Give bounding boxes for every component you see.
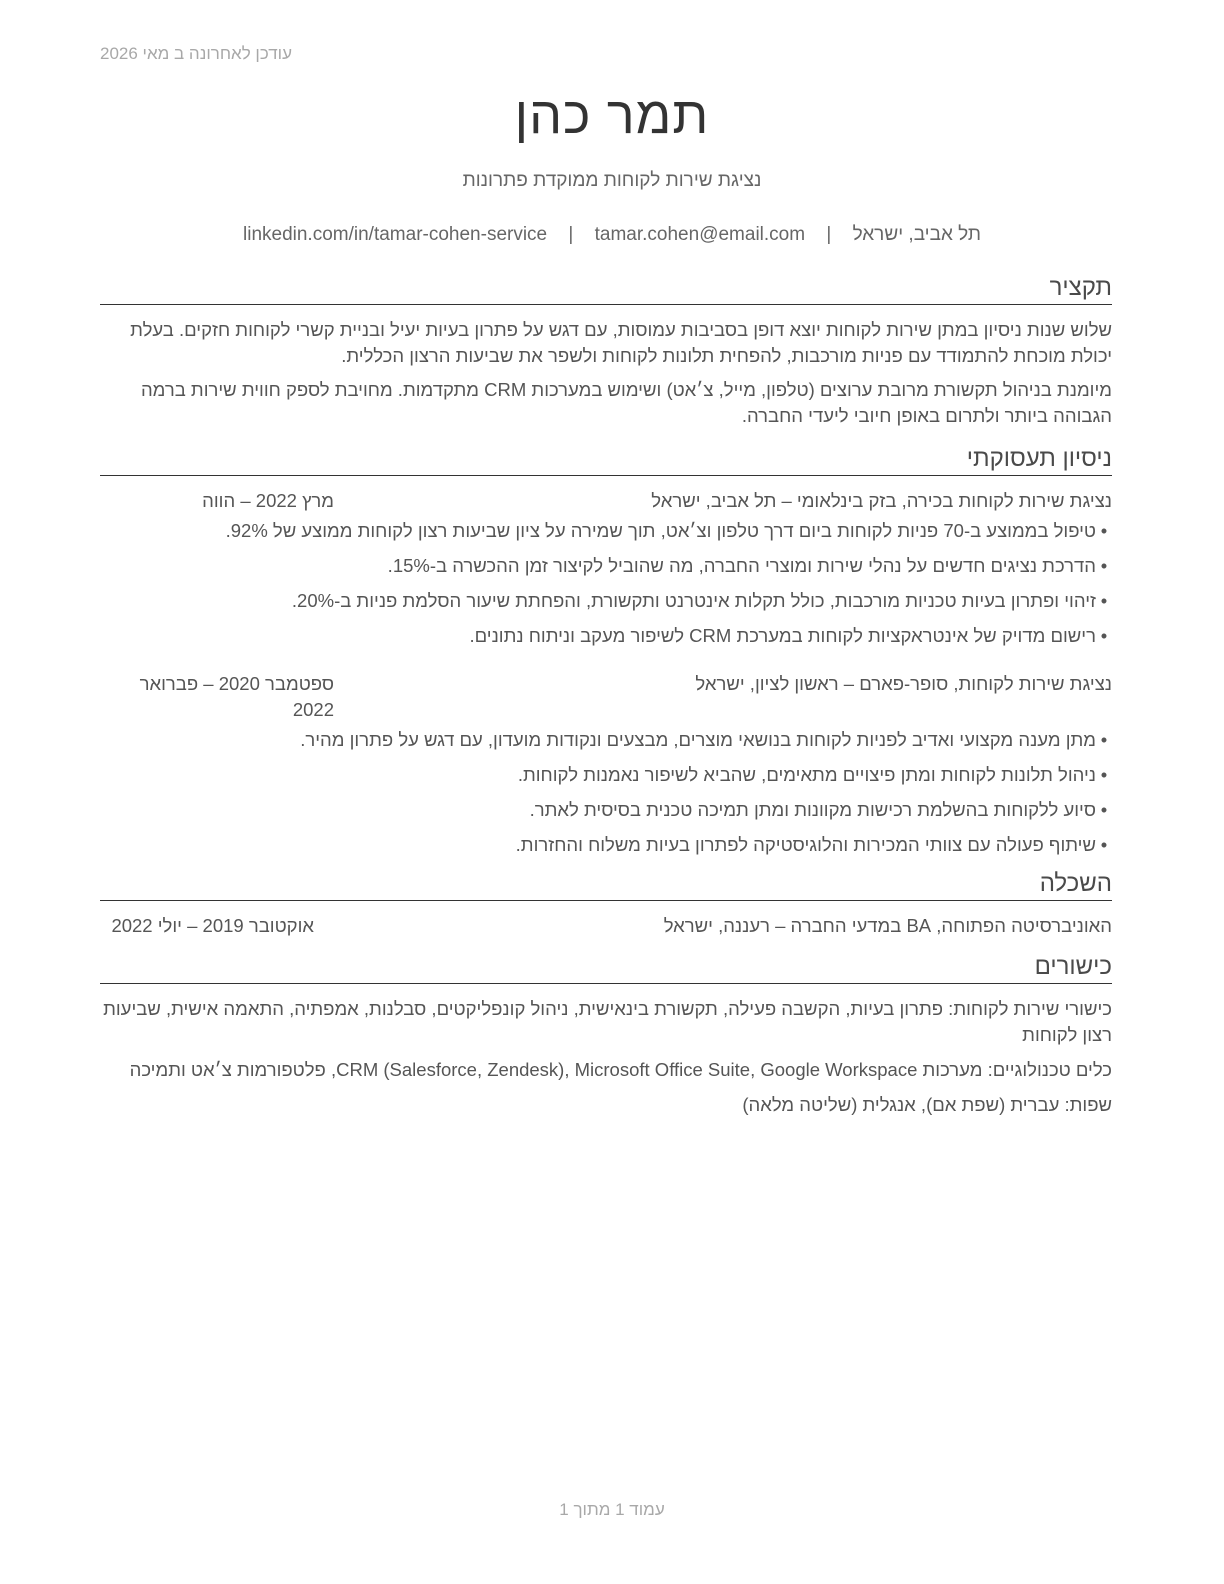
contact-email[interactable]: tamar.cohen@email.com <box>594 224 806 245</box>
bullet-text: זיהוי ופתרון בעיות טכניות מורכבות, כולל תקלות אינטרנט ותקשורת, והפחתת שיעור הסלמת פניות ב-20%. <box>291 590 1096 611</box>
bullet-text: רישום מדויק של אינטראקציות לקוחות במערכת CRM לשיפור מעקב וניתוח נתונים. <box>469 625 1096 646</box>
contact-line <box>0 224 1224 246</box>
bullet-text: סיוע ללקוחות בהשלמת רכישות מקוונות ומתן תמיכה טכנית בסיסית לאתר. <box>529 799 1096 820</box>
education-degree: האוניברסיטה הפתוחה, BA במדעי החברה – רעננה, ישראל <box>663 915 1112 936</box>
last-updated: עודכן לאחרונה ב מאי 2026 <box>100 44 292 63</box>
bullet-icon: • <box>1100 590 1108 611</box>
skills-section <box>100 951 1112 1118</box>
skills-line: כישורי שירות לקוחות: פתרון בעיות, הקשבה פעילה, תקשורת בינאישית, ניהול קונפליקטים, סבלנות, אמפתיה, התאמה אישית, שביעות רצון לקוחות <box>103 998 1112 1045</box>
bullet-text: טיפול בממוצע ב-70 פניות לקוחות ביום דרך טלפון וצ׳אט, תוך שמירה על ציון שביעות רצון לקוחות ממוצע של 92%. <box>225 520 1096 541</box>
bullet-icon: • <box>1100 729 1108 750</box>
page-number: עמוד 1 מתוך 1 <box>559 1500 665 1519</box>
job-bullets <box>100 518 1112 649</box>
contact-separator: | <box>568 224 574 245</box>
job-bullets <box>100 727 1112 858</box>
experience-section <box>100 443 1112 858</box>
job-bullet <box>100 623 1112 649</box>
job-header <box>100 488 1112 514</box>
bullet-text: שיתוף פעולה עם צוותי המכירות והלוגיסטיקה לפתרון בעיות משלוח והחזרות. <box>515 834 1096 855</box>
job-dates: מרץ 2022 – הווה <box>202 490 334 511</box>
job-bullet <box>100 553 1112 579</box>
contact-linkedin[interactable]: linkedin.com/in/tamar-cohen-service <box>243 224 548 245</box>
contact-separator: | <box>826 224 832 245</box>
education-dates: אוקטובר 2019 – יולי 2022 <box>111 915 314 936</box>
job-bullet <box>100 518 1112 544</box>
education-section <box>100 868 1112 939</box>
bullet-icon: • <box>1100 764 1108 785</box>
summary-paragraph: מיומנת בניהול תקשורת מרובת ערוצים (טלפון, מייל, צ׳אט) ושימוש במערכות CRM מתקדמות. מחויבת לספק חווית שירות ברמה הגבוהה ביותר ולתרום באופן חיובי ליעדי החברה. <box>140 379 1112 426</box>
contact-location: תל אביב, ישראל <box>852 224 981 245</box>
bullet-icon: • <box>1100 834 1108 855</box>
bullet-icon: • <box>1100 799 1108 820</box>
section-title-summary: תקציר <box>100 272 1112 305</box>
education-entry <box>100 913 1112 939</box>
job-bullet <box>100 588 1112 614</box>
section-title-education: השכלה <box>100 868 1112 901</box>
headline: נציגת שירות לקוחות ממוקדת פתרונות <box>462 170 762 191</box>
skills-line: כלים טכנולוגיים: מערכות CRM (Salesforce, Zendesk), Microsoft Office Suite, Google Workspace, פלטפורמות צ׳אט ותמיכה <box>129 1059 1112 1080</box>
summary-paragraph: שלוש שנות ניסיון במתן שירות לקוחות יוצא דופן בסביבות עמוסות, עם דגש על פתרון בעיות יעיל ובניית קשרי לקוחות חזקים. בעלת יכולת מוכחת להתמודד עם פניות מורכבות, להפחית תלונות לקוחות ולשפר את שביעות הרצון הכללית. <box>130 319 1112 366</box>
bullet-text: מתן מענה מקצועי ואדיב לפניות לקוחות בנושאי מוצרים, מבצעים ונקודות מועדון, עם דגש על פתרון מהיר. <box>300 729 1096 750</box>
job-role: נציגת שירות לקוחות בכירה, בזק בינלאומי – תל אביב, ישראל <box>651 490 1112 511</box>
bullet-icon: • <box>1100 555 1108 576</box>
section-title-experience: ניסיון תעסוקתי <box>100 443 1112 476</box>
bullet-icon: • <box>1100 625 1108 646</box>
job-entry <box>100 671 1112 858</box>
section-title-skills: כישורים <box>100 951 1112 984</box>
job-role: נציגת שירות לקוחות, סופר-פארם – ראשון לציון, ישראל <box>695 673 1112 694</box>
summary-section <box>100 272 1112 429</box>
bullet-icon: • <box>1100 520 1108 541</box>
job-bullet <box>100 832 1112 858</box>
person-name: תמר כהן <box>514 87 710 145</box>
job-bullet <box>100 727 1112 753</box>
job-bullet <box>100 797 1112 823</box>
job-header <box>100 671 1112 723</box>
job-entry <box>100 488 1112 649</box>
bullet-text: הדרכת נציגים חדשים על נהלי שירות ומוצרי החברה, מה שהוביל לקיצור זמן ההכשרה ב-15%. <box>387 555 1096 576</box>
skills-line: שפות: עברית (שפת אם), אנגלית (שליטה מלאה) <box>742 1094 1112 1115</box>
job-dates: ספטמבר 2020 – פברואר 2022 <box>139 673 334 720</box>
job-bullet <box>100 762 1112 788</box>
bullet-text: ניהול תלונות לקוחות ומתן פיצויים מתאימים, שהביא לשיפור נאמנות לקוחות. <box>517 764 1096 785</box>
resume-body <box>100 272 1112 1127</box>
